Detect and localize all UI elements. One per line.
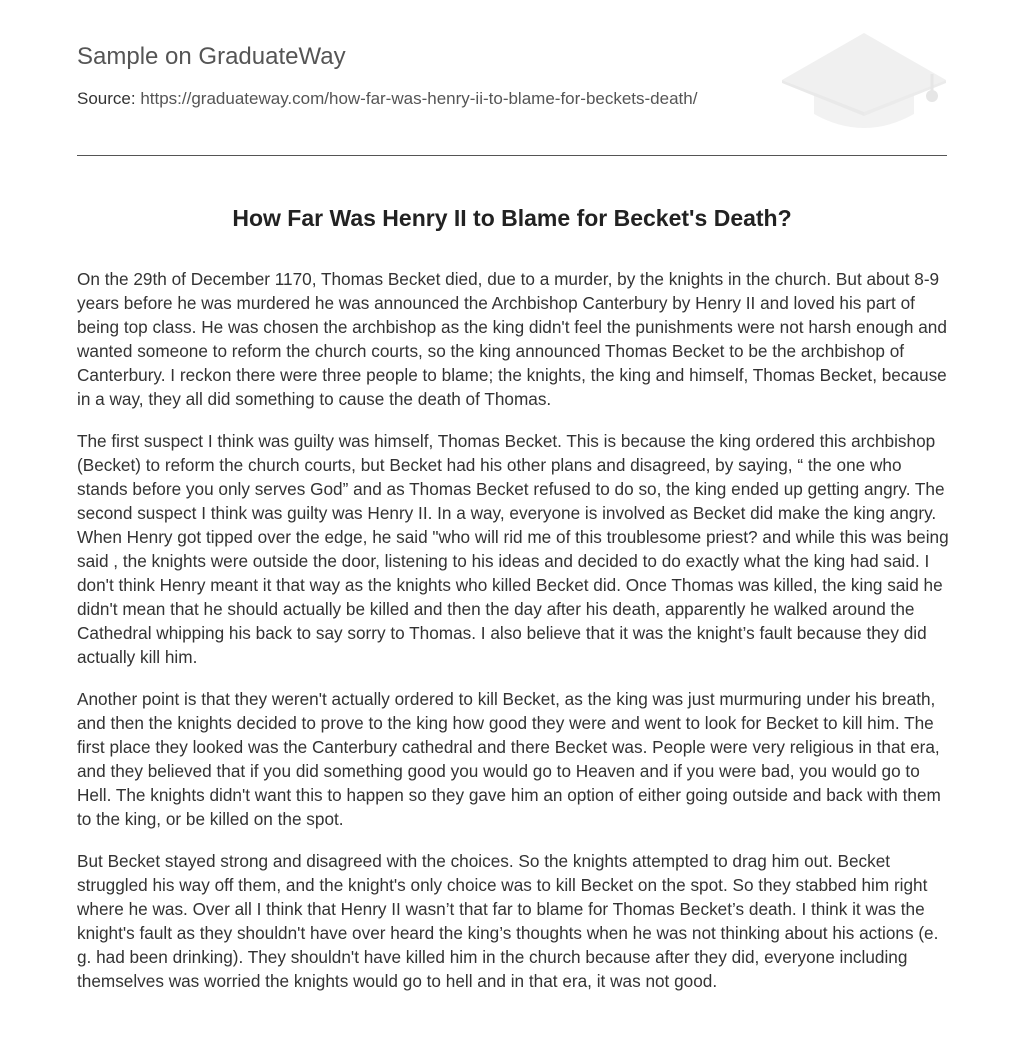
paragraph-4: But Becket stayed strong and disagreed with the choices. So the knights attempted to drag him out. Becket struggled his way off them, and the knight's only choice was to kill Becket on the spot. So they stabbed him right where he was. Over all I think that Henry II wasn’t that far to blame for Thomas Becket’s death. I think it was the knight's fault as they shouldn't have over heard the king’s thoughts when he was not thinking about his actions (e. g. had been drinking). They shouldn't have killed him in the church because after they did, everyone including themselves was worried the knights would go to hell and in that era, it was not good. bbox=[77, 851, 939, 991]
page-header bbox=[77, 0, 947, 156]
site-title: Sample on GraduateWay bbox=[77, 43, 346, 70]
header-divider bbox=[77, 155, 947, 156]
paragraph-3: Another point is that they weren't actually ordered to kill Becket, as the king was just murmuring under his breath, and then the knights decided to prove to the king how good they were and went to look for Becket to kill him. The first place they looked was the Canterbury cathedral and there Becket was. People were very religious in that era, and they believed that if you did something good you would go to Heaven and if you were bad, you would go to Hell. The knights didn't want this to happen so they gave him an option of either going outside and back with them to the king, or be killed on the spot. bbox=[77, 689, 941, 829]
source-label: Source: bbox=[77, 89, 136, 108]
graduation-cap-icon bbox=[782, 30, 947, 135]
paragraph-1: On the 29th of December 1170, Thomas Becket died, due to a murder, by the knights in the church. But about 8-9 years before he was murdered he was announced the Archbishop Canterbury by Henry II and loved his part of being top class. He was chosen the archbishop as the king didn't feel the punishments were not harsh enough and wanted someone to reform the church courts, so the king announced Thomas Becket to be the archbishop of Canterbury. I reckon there were three people to blame; the knights, the king and himself, Thomas Becket, because in a way, they all did something to cause the death of Thomas. bbox=[77, 269, 947, 409]
document-title: How Far Was Henry II to Blame for Becket's Death? bbox=[232, 205, 792, 231]
paragraph-2: The first suspect I think was guilty was himself, Thomas Becket. This is because the king ordered this archbishop (Becket) to reform the church courts, but Becket had his other plans and disagreed, by saying, “ the one who stands before you only serves God” and as Thomas Becket refused to do so, the king ended up getting angry. The second suspect I think was guilty was Henry II. In a way, everyone is involved as Becket did make the king angry. When Henry got tipped over the edge, he said "who will rid me of this troublesome priest? and while this was being said , the knights were outside the door, listening to his ideas and decided to do exactly what the king had said. I don't think Henry meant it that way as the knights who killed Becket did. Once Thomas was killed, the king said he didn't mean that he should actually be killed and then the day after his death, apparently he walked around the Cathedral whipping his back to say sorry to Thomas. I also believe that it was the knight’s fault because they did actually kill him. bbox=[77, 431, 949, 667]
source-link[interactable]: https://graduateway.com/how-far-was-henry-ii-to-blame-for-beckets-death/ bbox=[140, 89, 698, 108]
source-line bbox=[77, 89, 697, 109]
document-body bbox=[77, 267, 949, 1011]
